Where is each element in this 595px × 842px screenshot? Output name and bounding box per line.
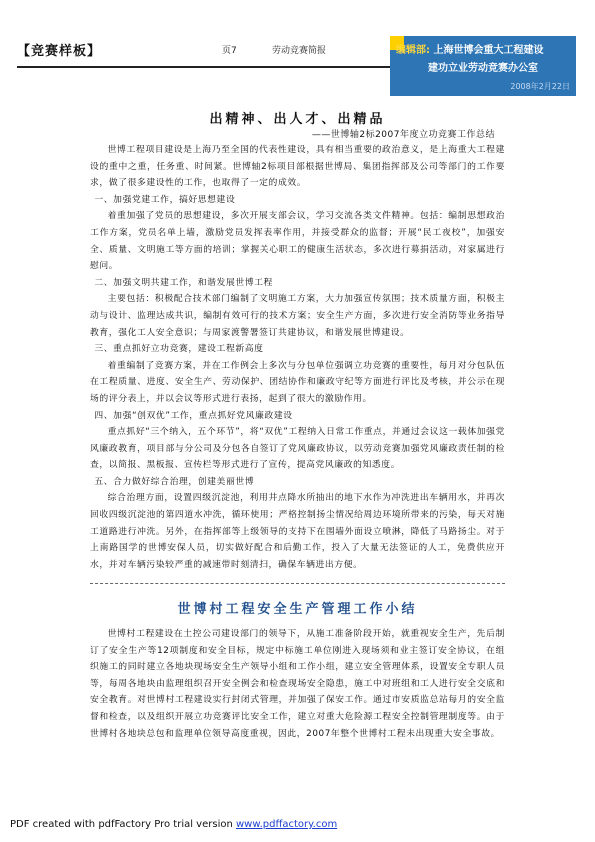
article1-intro: 世博工程项目建设是上海乃至全国的代表性建设，具有相当重要的政治意义，是上海重大工程建设的重中之重，任务重、时间紧。世博轴2标项目部根据世博局、集团指挥部及公司等部门的工作要求，做了很多建设性的工作，也取得了一定的成效。 xyxy=(90,145,505,189)
article2-title: 世博村工程安全生产管理工作小结 xyxy=(177,602,418,617)
page-header xyxy=(0,0,595,100)
editor-org2: 建功立业劳动竞赛办公室 xyxy=(428,63,538,74)
section5-heading: 五、合力做好综合治理，创建美丽世博 xyxy=(94,476,255,487)
section4-heading: 四、加强“创双优”工作，重点抓好党风廉政建设 xyxy=(94,410,293,421)
footer-text: PDF created with pdfFactory Pro trial version xyxy=(10,819,236,830)
editor-label: 编辑部: xyxy=(396,45,430,56)
section3-body: 着重编制了竞赛方案，并在工作例会上多次与分包单位强调立功竞赛的重要性，每月对分包队伍在工程质量、进度、安全生产、劳动保护、团结协作和廉政守纪等方面进行评比及考核，并公示在现场的评分表上，并以会议等形式进行表扬，起到了很大的激励作用。 xyxy=(90,360,505,404)
header-divider xyxy=(17,66,390,68)
article2-body: 世博村工程建设在土控公司建设部门的领导下，从施工准备阶段开始，就重视安全生产，先后制订了安全生产等12项制度和安全目标，规定中标施工单位刚进入现场须和业主签订安全协议，在组织施工的同时建立各地块现场安全生产领导小组和工作小组，建立安全管理体系，设置安全专职人员等，每周各地块由监理组织召开安全例会和检查现场安全隐患，施工中对班组和工人进行安全交底和安全教育。对世博村工程建设实行封闭式管理，并加强了保安工作。通过市安质监总站每月的安全监督和检查，以及组织开展立功竞赛评比安全工作，建立对重大危险源工程安全控制管理制度等。由于世博村各地块总包和监理单位领导高度重视，因此，2007年整个世博村工程未出现重大安全事故。 xyxy=(90,629,505,739)
article1-title: 出精神、出人才、出精品 xyxy=(209,112,386,127)
pdf-footer xyxy=(10,819,337,830)
section1-heading: 一、加强党建工作，搞好思想建设 xyxy=(94,194,236,205)
page-number: 页7 xyxy=(222,46,237,56)
article-safety xyxy=(90,598,505,742)
editor-org1: 上海世博会重大工程建设 xyxy=(433,45,544,56)
footer-link[interactable]: www.pdffactory.com xyxy=(236,819,338,830)
publication-name: 劳动竞赛简报 xyxy=(272,46,327,56)
section-tag: 【竞赛样板】 xyxy=(17,44,102,59)
article-separator xyxy=(90,583,505,584)
section4-body: 重点抓好“三个纳入，五个环节”，将“双优”工程纳入日常工作重点，并通过会议这一载体加强党风廉政教育，项目部与分公司及分包各自签订了党风廉政协议，以劳动竞赛加强党风廉政责任制的检查，以简报、黑板报、宣传栏等形式进行了宣传，提高党风廉政的知悉度。 xyxy=(90,427,505,471)
section2-heading: 二、加强文明共建工作，和谐发展世博工程 xyxy=(94,277,273,288)
article1-subtitle: ——世博轴2标2007年度立功竞赛工作总结 xyxy=(311,130,495,140)
section2-body: 主要包括：积极配合技术部门编制了文明施工方案，大力加强宣传氛围；技术质量方面，积极主动与设计、监理达成共识，编制有效可行的技术方案；安全生产方面，多次进行安全消防等业务指导教育，强化工人安全意识；与周家渡警署签订共建协议，和谐发展世博建设。 xyxy=(90,294,505,338)
article-summary xyxy=(90,108,505,573)
section1-body: 着重加强了党员的思想建设，多次开展支部会议，学习交流各类文件精神。包括：编制思想政治工作方案，党员名单上墙，激励党员发挥表率作用，并接受群众的监督；开展“民工夜校”，加强安全、质量、文明施工等方面的培训；掌握关心职工的健康生活状态，多次进行募捐活动，对家属进行慰问。 xyxy=(90,211,505,272)
editor-info-box xyxy=(390,36,576,96)
editor-line1 xyxy=(396,41,572,56)
section3-heading: 三、重点抓好立功竞赛，建设工程新高度 xyxy=(94,344,264,355)
issue-date: 2008年2月22日 xyxy=(510,82,570,91)
section5-body: 综合治理方面，设置四级沉淀池，利用井点降水所抽出的地下水作为冲洗进出车辆用水，并再次回收四级沉淀池的第四道水冲洗，循环使用；严格控制扬尘情况给周边环境所带来的污染，每天对施工道路进行冲洗。另外，在指挥部等上级领导的支持下在围墙外面设立喷淋，降低了马路扬尘。对于上南路国学的世博安保人员，切实做好配合和后勤工作，投入了大量无法签证的人工，免费供应开水，并对车辆污染较严重的减速带时刻清扫，确保车辆进出方便。 xyxy=(90,493,505,570)
